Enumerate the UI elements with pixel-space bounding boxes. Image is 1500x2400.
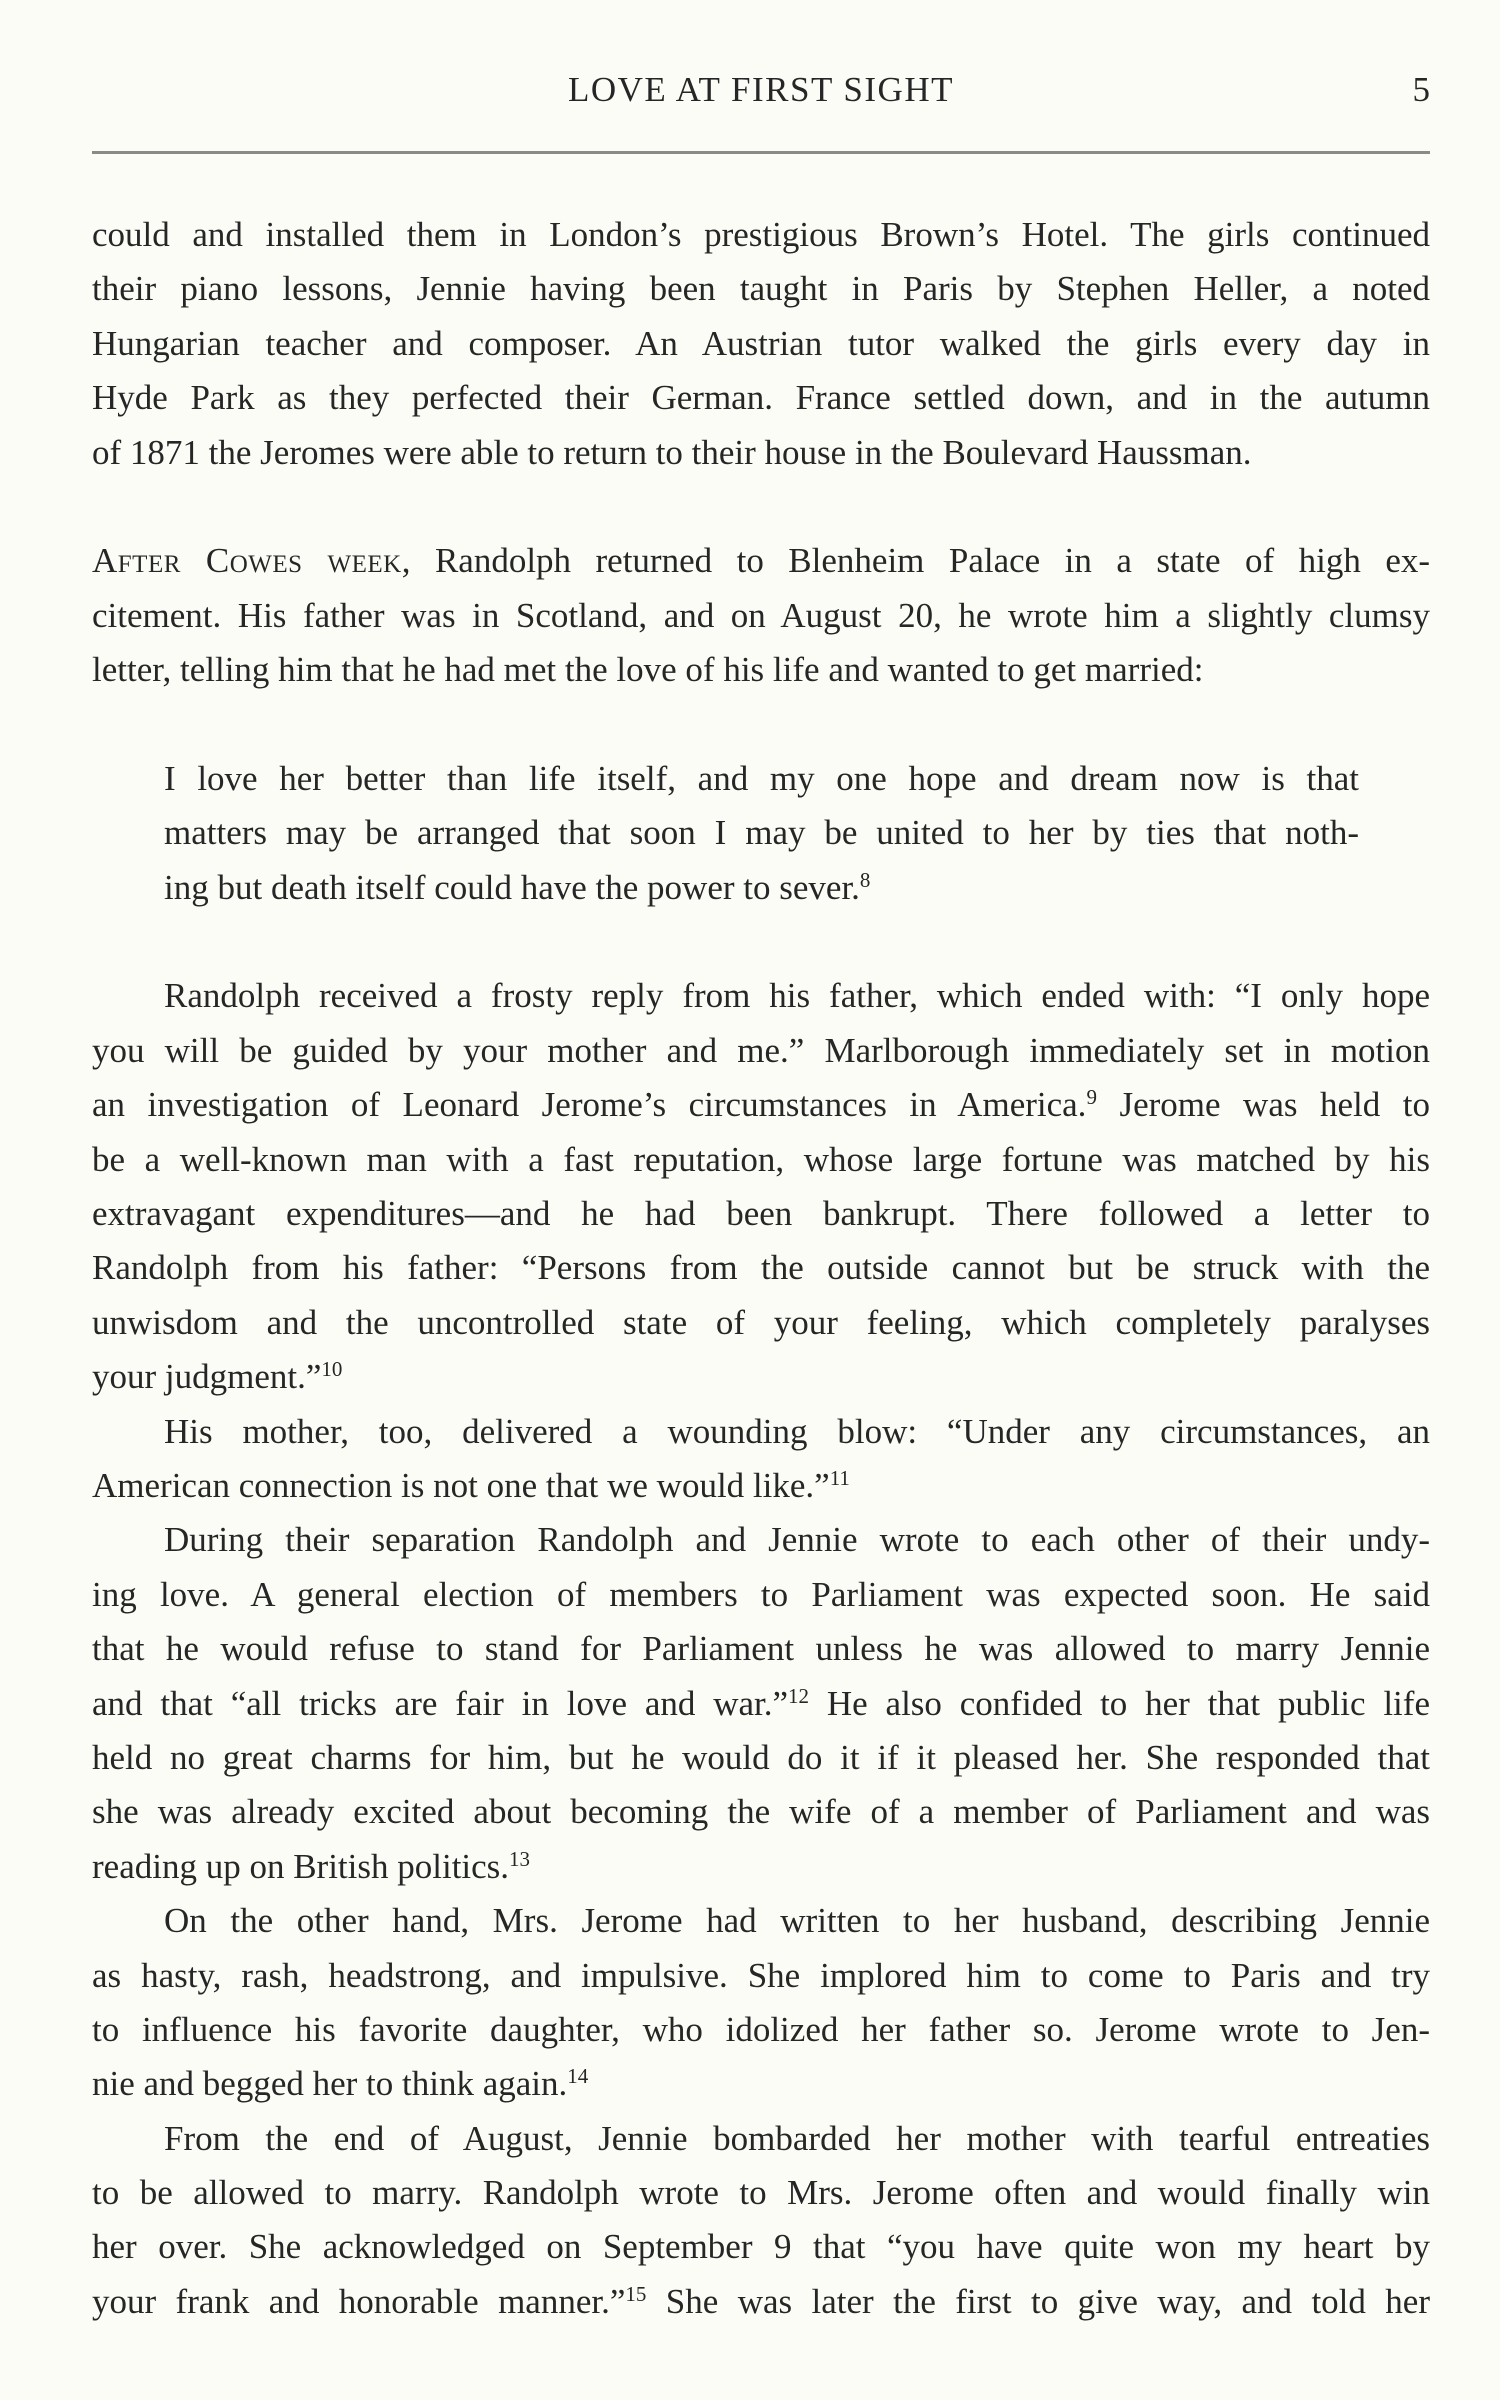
text-line [92, 1459, 1430, 1513]
text-segment: ing but death itself could have the power to sever. [164, 867, 860, 907]
header-rule [92, 151, 1430, 154]
text-segment: Randolph from his father: “Persons from the outside cannot but be struck with the [92, 1248, 1430, 1288]
text-line [92, 1840, 1430, 1894]
page-number: 5 [1412, 70, 1430, 109]
text-segment: letter, telling him that he had met the love of his life and wanted to get married: [92, 650, 1204, 690]
text-segment: your judgment.” [92, 1357, 322, 1397]
text-line [92, 262, 1430, 316]
running-header [92, 70, 1430, 114]
footnote-ref: 12 [788, 1683, 810, 1708]
text-line [92, 1024, 1430, 1078]
text-segment: unwisdom and the uncontrolled state of your feeling, which completely paralyses [92, 1302, 1430, 1342]
paragraph [92, 1513, 1430, 1894]
text-line [92, 2057, 1430, 2111]
text-line [92, 1949, 1430, 2003]
text-segment: Hungarian teacher and composer. An Austrian tutor walked the girls every day in [92, 323, 1430, 363]
text-line [92, 1241, 1430, 1295]
paragraph [92, 2112, 1430, 2330]
text-line [92, 2220, 1430, 2274]
text-segment: to be allowed to marry. Randolph wrote to Mrs. Jerome often and would finally win [92, 2173, 1430, 2213]
page-body [92, 208, 1430, 2329]
block-quote [92, 752, 1430, 915]
text-line [92, 1894, 1430, 1948]
text-segment: reading up on British politics. [92, 1846, 510, 1886]
text-line [92, 2275, 1430, 2329]
text-line [164, 861, 1359, 915]
text-line [92, 643, 1430, 697]
text-segment: she was already excited about becoming the wife of a member of Parliament and was [92, 1792, 1430, 1832]
text-line [92, 1622, 1430, 1676]
text-segment: On the other hand, Mrs. Jerome had written to her husband, describing Jennie [164, 1901, 1430, 1941]
text-segment: citement. His father was in Scotland, and on August 20, he wrote him a slightly clumsy [92, 595, 1430, 635]
text-line [92, 208, 1430, 262]
text-line [92, 2166, 1430, 2220]
text-segment: She was later the first to give way, and told her [646, 2281, 1430, 2321]
footnote-ref: 10 [321, 1357, 343, 1382]
text-line [164, 752, 1359, 806]
text-line [92, 426, 1430, 480]
running-title: LOVE AT FIRST SIGHT [567, 70, 954, 109]
footnote-ref: 15 [625, 2281, 647, 2306]
text-line [92, 1568, 1430, 1622]
paragraph [92, 534, 1430, 697]
text-segment: their piano lessons, Jennie having been taught in Paris by Stephen Heller, a noted [92, 269, 1430, 309]
text-line [92, 1731, 1430, 1785]
text-line [92, 1133, 1430, 1187]
text-segment: During their separation Randolph and Jennie wrote to each other of their undy- [164, 1520, 1430, 1560]
paragraph [92, 1405, 1430, 1514]
text-segment: that he would refuse to stand for Parliament unless he was allowed to marry Jennie [92, 1629, 1430, 1669]
text-line [92, 1296, 1430, 1350]
text-segment: you will be guided by your mother and me.” Marlborough immediately set in motion [92, 1030, 1430, 1070]
text-segment: Randolph received a frosty reply from his father, which ended with: “I only hope [164, 976, 1430, 1016]
text-line [92, 1677, 1430, 1731]
text-segment: held no great charms for him, but he would do it if it pleased her. She responded that [92, 1737, 1430, 1777]
text-segment: ing love. A general election of members to Parliament was expected soon. He said [92, 1574, 1430, 1614]
footnote-ref: 13 [509, 1846, 531, 1871]
footnote-ref: 11 [829, 1465, 850, 1490]
text-segment: nie and begged her to think again. [92, 2064, 568, 2104]
text-segment: of 1871 the Jeromes were able to return to their house in the Boulevard Haussman. [92, 432, 1252, 472]
paragraph [92, 208, 1430, 480]
text-segment: to influence his favorite daughter, who idolized her father so. Jerome wrote to Jen- [92, 2009, 1430, 2049]
text-segment: matters may be arranged that soon I may be united to her by ties that noth- [164, 813, 1359, 853]
text-segment: an investigation of Leonard Jerome’s circumstances in America. [92, 1085, 1087, 1125]
text-line [92, 1078, 1430, 1132]
text-line [92, 1405, 1430, 1459]
text-line [92, 1187, 1430, 1241]
text-line [92, 317, 1430, 371]
text-line [92, 969, 1430, 1023]
text-line [92, 2112, 1430, 2166]
text-segment: He also confided to her that public life [809, 1683, 1430, 1723]
footnote-ref: 14 [567, 2064, 589, 2089]
text-line [92, 1785, 1430, 1839]
text-segment: as hasty, rash, headstrong, and impulsive. She implored him to come to Paris and try [92, 1955, 1430, 1995]
footnote-ref: 9 [1086, 1085, 1097, 1110]
text-segment: American connection is not one that we would like.” [92, 1465, 830, 1505]
text-segment: extravagant expenditures—and he had been bankrupt. There followed a letter to [92, 1194, 1430, 1234]
text-segment: , Randolph returned to Blenheim Palace in a state of high ex- [401, 541, 1431, 581]
small-caps-lead: After Cowes week [92, 541, 402, 581]
text-line [92, 589, 1430, 643]
paragraph [92, 1894, 1430, 2112]
text-line [92, 371, 1430, 425]
text-segment: and that “all tricks are fair in love and war.” [92, 1683, 789, 1723]
text-line [92, 534, 1430, 588]
text-segment: Jerome was held to [1096, 1085, 1431, 1125]
text-segment: His mother, too, delivered a wounding blow: “Under any circumstances, an [164, 1411, 1430, 1451]
text-segment: be a well-known man with a fast reputation, whose large fortune was matched by his [92, 1139, 1430, 1179]
paragraph [92, 969, 1430, 1404]
text-line [92, 1350, 1430, 1404]
text-segment: her over. She acknowledged on September 9 that “you have quite won my heart by [92, 2227, 1430, 2267]
text-line [92, 2003, 1430, 2057]
text-line [92, 1513, 1430, 1567]
text-line [164, 806, 1359, 860]
text-segment: I love her better than life itself, and my one hope and dream now is that [164, 758, 1359, 798]
text-segment: Hyde Park as they perfected their German. France settled down, and in the autumn [92, 378, 1430, 418]
footnote-ref: 8 [859, 867, 871, 892]
text-segment: From the end of August, Jennie bombarded her mother with tearful entreaties [164, 2118, 1430, 2158]
text-segment: could and installed them in London’s prestigious Brown’s Hotel. The girls continued [92, 215, 1430, 254]
text-segment: your frank and honorable manner.” [92, 2281, 626, 2321]
